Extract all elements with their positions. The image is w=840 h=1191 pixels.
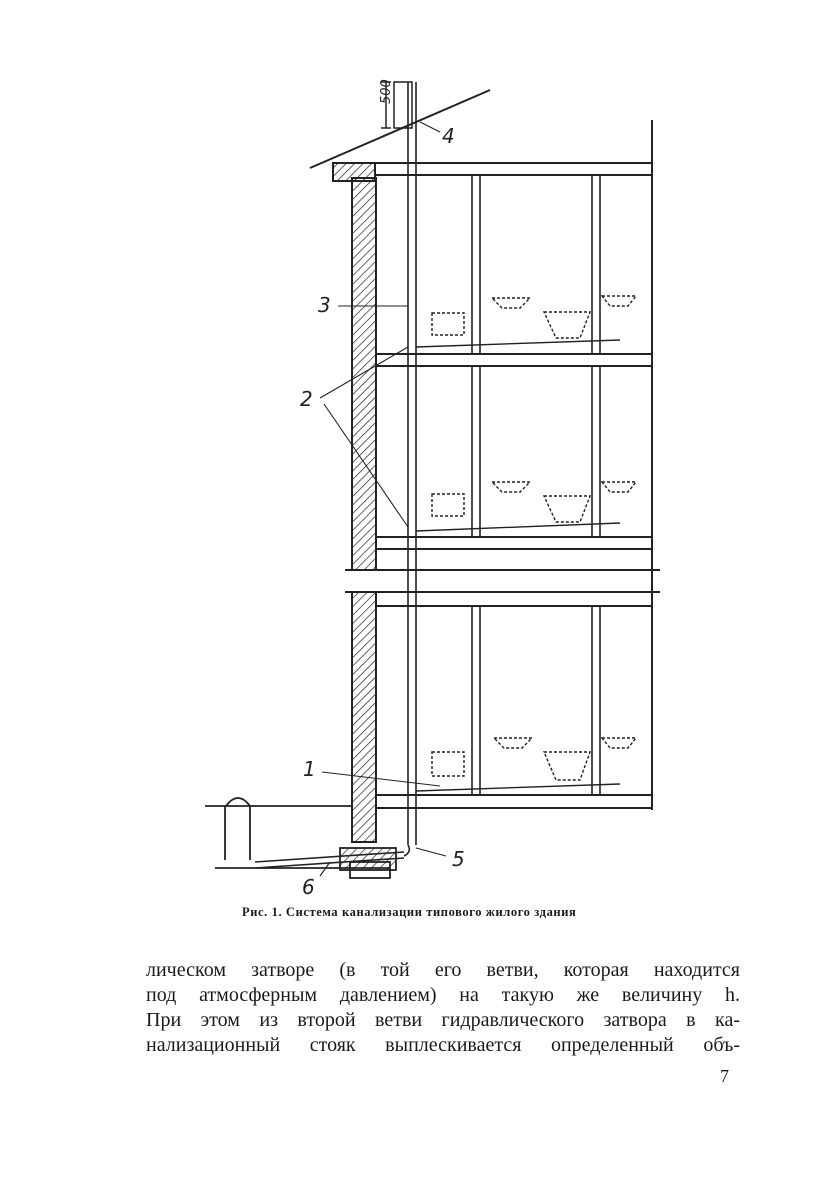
callout-6: 6	[302, 875, 315, 899]
fixtures-middle-floor	[416, 482, 636, 531]
page-number: 7	[720, 1066, 729, 1086]
sewer-stack	[255, 82, 416, 868]
callout-4: 4	[442, 124, 455, 148]
exterior-wall	[352, 178, 376, 842]
interior-columns	[472, 175, 600, 795]
body-line: лическом затворе (в той его ветви, которая находится	[146, 959, 740, 981]
body-text	[146, 958, 740, 1058]
callout-5: 5	[452, 847, 465, 871]
dimension-label: 500	[379, 79, 394, 104]
body-line: При этом из второй ветви гидравлического затвора в ка-	[146, 1009, 740, 1031]
body-line: под атмосферным давлением) на такую же величину h.	[146, 984, 740, 1006]
fixtures-ground-floor	[416, 738, 636, 791]
figure-caption: Рис. 1. Система канализации типового жилого здания	[242, 905, 577, 919]
callout-leaders	[320, 122, 446, 876]
floor-slabs	[345, 354, 660, 808]
callout-1: 1	[303, 757, 316, 781]
callout-2: 2	[300, 387, 313, 411]
callout-3: 3	[318, 293, 331, 317]
fixtures-upper-floor	[416, 296, 636, 347]
callout-labels	[300, 124, 465, 899]
body-line: нализационный стояк выплескивается определенный объ-	[146, 1034, 740, 1056]
